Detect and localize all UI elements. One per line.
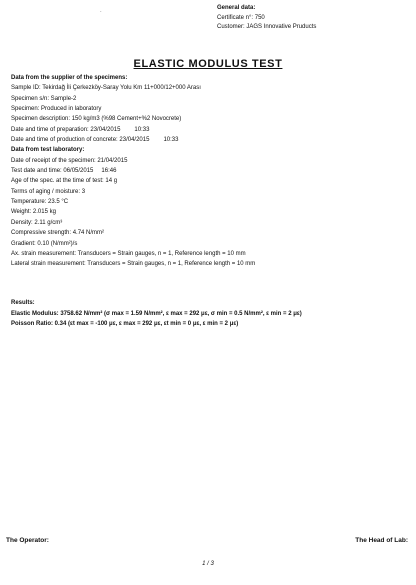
results-heading: Results: xyxy=(11,300,35,306)
certificate-number: Certificate n°: 750 xyxy=(217,14,265,21)
specimen-description: Specimen description: 150 kg/m3 (%98 Cement+%2 Novocrete) xyxy=(11,116,182,123)
page-number: 1 / 3 xyxy=(202,561,214,567)
gradient: Gradient: 0.10 (N/mm²)/s xyxy=(11,240,78,247)
production-time: 10:33 xyxy=(163,137,179,144)
aging-terms: Terms of aging / moisture: 3 xyxy=(11,188,86,195)
page-title: ELASTIC MODULUS TEST xyxy=(133,58,283,70)
lab-heading: Data from test laboratory: xyxy=(11,147,85,154)
customer-name: Customer: JAGS Innovative Pruducts xyxy=(217,24,317,30)
specimen-age: Age of the spec. at the time of test: 14 g xyxy=(11,178,118,185)
specimen-origin: Specimen: Produced in laboratory xyxy=(11,106,102,113)
header-mark: . xyxy=(100,8,102,14)
head-of-lab-signature-label: The Head of Lab: xyxy=(355,537,408,544)
preparation-date: Date and time of preparation: 23/04/2015 xyxy=(11,126,121,133)
lateral-strain-measurement: Lateral strain measurement: Transducers = Strain gauges, n = 1, Reference length = 10 mm xyxy=(11,261,256,268)
weight: Weight: 2.015 kg xyxy=(11,209,56,216)
preparation-datetime xyxy=(11,125,411,135)
density: Density: 2.11 g/cm³ xyxy=(11,219,63,226)
production-datetime xyxy=(11,135,411,145)
specimen-serial: Specimen s/n: Sample-2 xyxy=(11,95,77,102)
test-date: Test date and time: 06/05/2015 xyxy=(11,168,94,175)
sample-id: Sample ID: Tekirdağ İli Çerkezköy-Saray Yolu Km 11+000/12+000 Arası xyxy=(11,85,201,92)
temperature: Temperature: 23.5 °C xyxy=(11,199,69,206)
results-section xyxy=(11,298,411,330)
poisson-ratio-result: Poisson Ratio: 0.34 (εt max = -100 με, ε max = 292 με, εt min = 0 με, ε min = 2 με) xyxy=(11,321,239,327)
production-date: Date and time of production of concrete: 23/04/2015 xyxy=(11,137,150,144)
operator-signature-label: The Operator: xyxy=(6,537,49,544)
general-data-block xyxy=(217,4,316,33)
receipt-date: Date of receipt of the specimen: 21/04/2015 xyxy=(11,157,128,164)
specimen-data-section xyxy=(11,73,411,270)
test-time: 16:46 xyxy=(101,168,117,175)
compressive-strength: Compressive strength: 4.74 N/mm² xyxy=(11,230,105,237)
elastic-modulus-result: Elastic Modulus: 3758.62 N/mm² (σ max = 1.59 N/mm², ε max = 292 με, σ min = 0.5 N/mm², ε min = 2 με) xyxy=(11,310,302,317)
test-datetime xyxy=(11,166,411,176)
axial-strain-measurement: Ax. strain measurement: Transducers = Strain gauges, n = 1, Reference length = 10 mm xyxy=(11,250,246,257)
supplier-heading: Data from the supplier of the specimens: xyxy=(11,75,128,81)
general-data-title: General data: xyxy=(217,5,256,11)
preparation-time: 10:33 xyxy=(134,126,150,133)
